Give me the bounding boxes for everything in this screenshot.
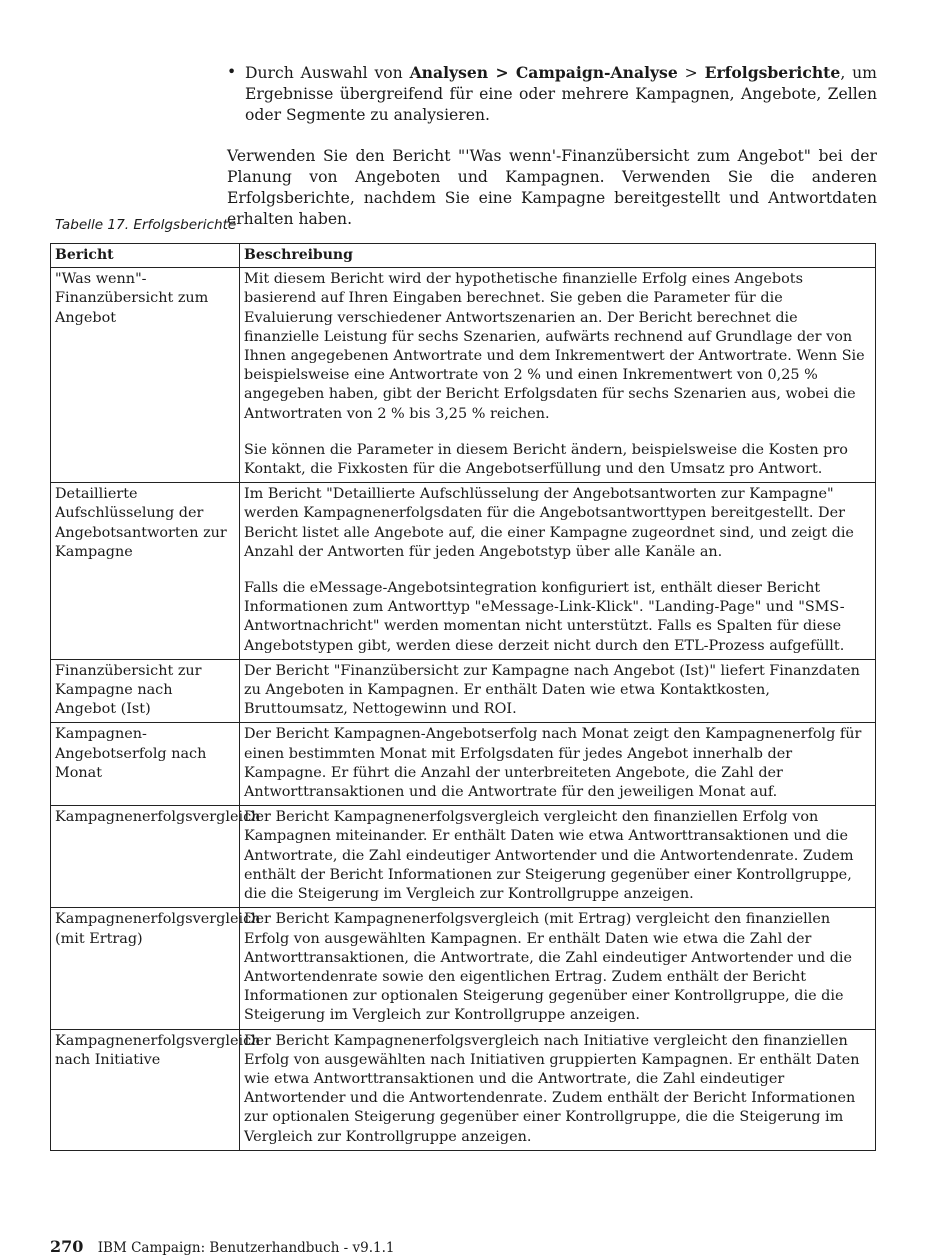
report-name: Kampagnenerfolgsvergleich nach Initiative: [55, 1032, 261, 1068]
document-title: IBM Campaign: Benutzerhandbuch - v9.1.1: [97, 1240, 395, 1256]
description-paragraph: Der Bericht "Finanzübersicht zur Kampagne nach Angebot (Ist)" liefert Finanzdaten zu Angeboten in Kampagnen. Er enthält Daten wie etwa Kontaktkosten, Bruttoumsatz, Nettogewinn und ROI.: [244, 662, 860, 718]
description-paragraph: Der Bericht Kampagnenerfolgsvergleich vergleicht den finanziellen Erfolg von Kampagnen miteinander. Er enthält Daten wie etwa Antworttransaktionen und die Antwortrate, die Zahl eindeutiger Antwortender und die Antwortendenrate. Zudem enthält der Bericht Informationen zur Steigerung gegenüber einer Kontrollgruppe, die die Steigerung im Vergleich zur Kontrollgruppe anzeigen.: [244, 809, 854, 903]
report-name-cell: [51, 268, 240, 483]
report-name: Finanzübersicht zur Kampagne nach Angebot (Ist): [55, 662, 202, 718]
table-caption: Tabelle 17. Erfolgsberichte: [55, 217, 237, 233]
bullet-rest: , um Ergebnisse übergreifend für eine oder mehrere Kampagnen, Angebote, Zellen oder Segmente zu analysieren.: [245, 64, 877, 124]
table-row: [51, 268, 876, 483]
table-row: [51, 908, 876, 1029]
table-row: [51, 483, 876, 660]
report-name-cell: [51, 483, 240, 660]
intro-paragraph: Verwenden Sie den Bericht "'Was wenn'-Finanzübersicht zum Angebot" bei der Planung von Angeboten und Kampagnen. Verwenden Sie die anderen Erfolgsberichte, nachdem Sie eine Kampagne bereitgestellt und Antwortdaten erhalten haben.: [227, 147, 877, 228]
bullet-text: [245, 62, 877, 126]
report-name-cell: [51, 806, 261, 908]
bullet-icon: •: [227, 63, 237, 81]
report-description-cell: [240, 806, 876, 908]
report-name-cell: [51, 723, 240, 806]
description-paragraph: Mit diesem Bericht wird der hypothetische finanzielle Erfolg eines Angebots basierend auf Ihren Eingaben berechnet. Sie geben die Parameter für die Evaluierung verschiedener Antwortszenarien an. Der Bericht berechnet die finanzielle Leistung für sechs Szenarien, aufwärts rechnend auf Grundlage der von Ihnen angegebenen Antwortrate und dem Inkrementwert der Antwortrate. Wenn Sie beispielsweise eine Antwortrate von 2 % und einen Inkrementwert von 0,25 % angegeben haben, gibt der Bericht Erfolgsdaten für sechs Szenarien aus, wobei die Antwortraten von 2 % bis 3,25 % reichen.: [244, 271, 865, 422]
description-paragraph: Im Bericht "Detaillierte Aufschlüsselung der Angebotsantworten zur Kampagne" werden Kampagnenerfolgsdaten für die Angebotsantworttypen bereitgestellt. Der Bericht listet alle Angebote auf, die einer Kampagne zugeordnet sind, und zeigt die Anzahl der Antworten für jeden Angebotstyp über alle Kanäle an.: [244, 486, 854, 560]
page-number: 270: [50, 1237, 84, 1256]
description-paragraph: Falls die eMessage-Angebotsintegration konfiguriert ist, enthält dieser Bericht Informationen zum Antworttyp "eMessage-Link-Klick". "Landing-Page" und "SMS-Antwortnachricht" werden momentan nicht unterstützt. Falls es Spalten für diese Angebotstypen gibt, werden diese derzeit nicht durch den ETL-Prozess aufgefüllt.: [244, 580, 845, 654]
report-name: Kampagnenerfolgsvergleich (mit Ertrag): [55, 911, 261, 947]
page-footer: [50, 1237, 395, 1256]
menu-path-erfolgsberichte: Erfolgsberichte: [704, 63, 841, 82]
menu-path-separator: >: [684, 64, 698, 82]
report-name-cell: [51, 908, 261, 1029]
column-header-bericht: Bericht: [51, 244, 240, 268]
report-description-cell: [240, 483, 876, 660]
report-name: Kampagnenerfolgsvergleich: [55, 809, 261, 826]
report-description-cell: [240, 908, 876, 1029]
table-row: [51, 723, 876, 806]
report-description-cell: [240, 723, 876, 806]
bullet-item: [227, 62, 877, 126]
description-paragraph: Der Bericht Kampagnen-Angebotserfolg nach Monat zeigt den Kampagnenerfolg für einen bestimmten Monat mit Erfolgsdaten für jedes Angebot innerhalb der Kampagne. Er führt die Anzahl der unterbreiteten Angebote, die Zahl der Antworttransaktionen und die Antwortrate für den jeweiligen Monat auf.: [244, 726, 862, 801]
report-name-cell: [51, 1029, 261, 1150]
description-paragraph: Der Bericht Kampagnenerfolgsvergleich (mit Ertrag) vergleicht den finanziellen Erfolg von ausgewählten Kampagnen. Er enthält Daten wie etwa die Zahl der Antworttransaktionen, die Antwortrate, die Zahl eindeutiger Antwortender und die Antwortendenrate sowie den eigentlichen Ertrag. Zudem enthält der Bericht Informationen zur optionalen Steigerung gegenüber einer Kontrollgruppe, die die Steigerung im Vergleich zur Kontrollgruppe anzeigen.: [244, 911, 853, 1024]
table-header-row: [51, 244, 876, 268]
intro-section: [227, 62, 877, 230]
report-name: Detaillierte Aufschlüsselung der Angebotsantworten zur Kampagne: [55, 486, 227, 560]
report-name: Kampagnen-Angebotserfolg nach Monat: [55, 726, 207, 781]
report-description-cell: [240, 268, 876, 483]
bullet-prefix: Durch Auswahl von: [245, 64, 403, 82]
report-name: "Was wenn"-Finanzübersicht zum Angebot: [55, 271, 209, 326]
table-row: [51, 806, 876, 908]
reports-table: [50, 243, 876, 1151]
report-description-cell: [240, 1029, 876, 1150]
column-header-beschreibung: Beschreibung: [240, 244, 876, 268]
menu-path-analysen: Analysen > Campaign-Analyse: [409, 63, 678, 82]
description-paragraph: Sie können die Parameter in diesem Bericht ändern, beispielsweise die Kosten pro Kontakt, die Fixkosten für die Angebotserfüllung und den Umsatz pro Antwort.: [244, 441, 848, 478]
report-name-cell: [51, 659, 240, 723]
description-paragraph: Der Bericht Kampagnenerfolgsvergleich nach Initiative vergleicht den finanziellen Erfolg von ausgewählten nach Initiativen gruppierten Kampagnen. Er enthält Daten wie etwa Antworttransaktionen und die Antwortrate, die Zahl eindeutiger Antwortender und die Antwortendenrate. Zudem enthält der Bericht Informationen zur optionalen Steigerung gegenüber einer Kontrollgruppe, die die Steigerung im Vergleich zur Kontrollgruppe anzeigen.: [244, 1032, 860, 1145]
table-row: [51, 659, 876, 723]
report-description-cell: [240, 659, 876, 723]
table-row: [51, 1029, 876, 1150]
